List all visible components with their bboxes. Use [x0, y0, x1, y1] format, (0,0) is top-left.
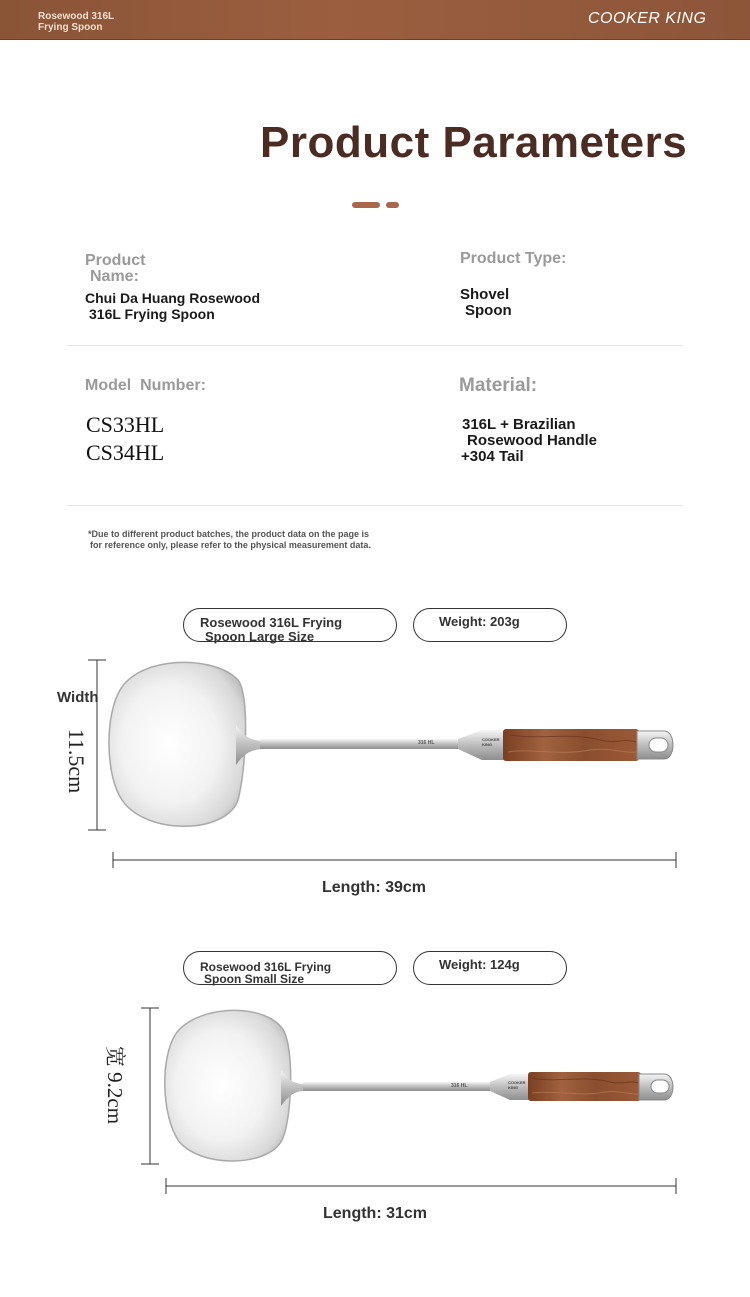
small-size-name-pill: Rosewood 316L Frying Spoon Small Size [183, 951, 397, 985]
material-value: 316L + Brazilian Rosewood Handle +304 Tail [461, 416, 598, 465]
product-type-value: Shovel Spoon [460, 286, 512, 319]
banner-product-name: Rosewood 316L Frying Spoon [38, 11, 115, 33]
large-engraving: 316 HL [418, 740, 435, 746]
disclaimer-note: *Due to different product batches, the product data on the page is for reference only, please refer to the physical measurement data. [88, 529, 371, 550]
product-name-value: Chui Da Huang Rosewood 316L Frying Spoon [85, 290, 260, 322]
page-title: Product Parameters [260, 118, 688, 167]
large-spoon-image [88, 660, 676, 868]
product-name-label: Product Name: [85, 252, 146, 285]
material-label: Material: [459, 375, 538, 396]
small-weight-pill: Weight: 124g [413, 951, 567, 985]
small-engraving: 316 HL [451, 1083, 468, 1089]
large-length-label: Length: 39cm [322, 879, 427, 896]
small-brand-mark: COOKER KING [508, 1080, 526, 1090]
large-brand-mark: COOKER KING [482, 737, 500, 747]
large-width-label: Width [57, 689, 99, 706]
small-width-value: 宽 9.2cm [103, 1045, 127, 1125]
model-number-value: CS33HL CS34HL [86, 412, 165, 465]
small-spoon-image [141, 1008, 676, 1194]
large-width-value: 11.5cm [64, 728, 89, 794]
model-number-label: Model Number: [85, 377, 206, 394]
product-type-label: Product Type: [460, 250, 567, 267]
small-length-label: Length: 31cm [323, 1205, 428, 1222]
large-weight-pill: Weight: 203g [413, 608, 567, 642]
brand-logo: COOKER KING [588, 10, 707, 27]
large-size-name-pill: Rosewood 316L Frying Spoon Large Size [183, 608, 397, 642]
